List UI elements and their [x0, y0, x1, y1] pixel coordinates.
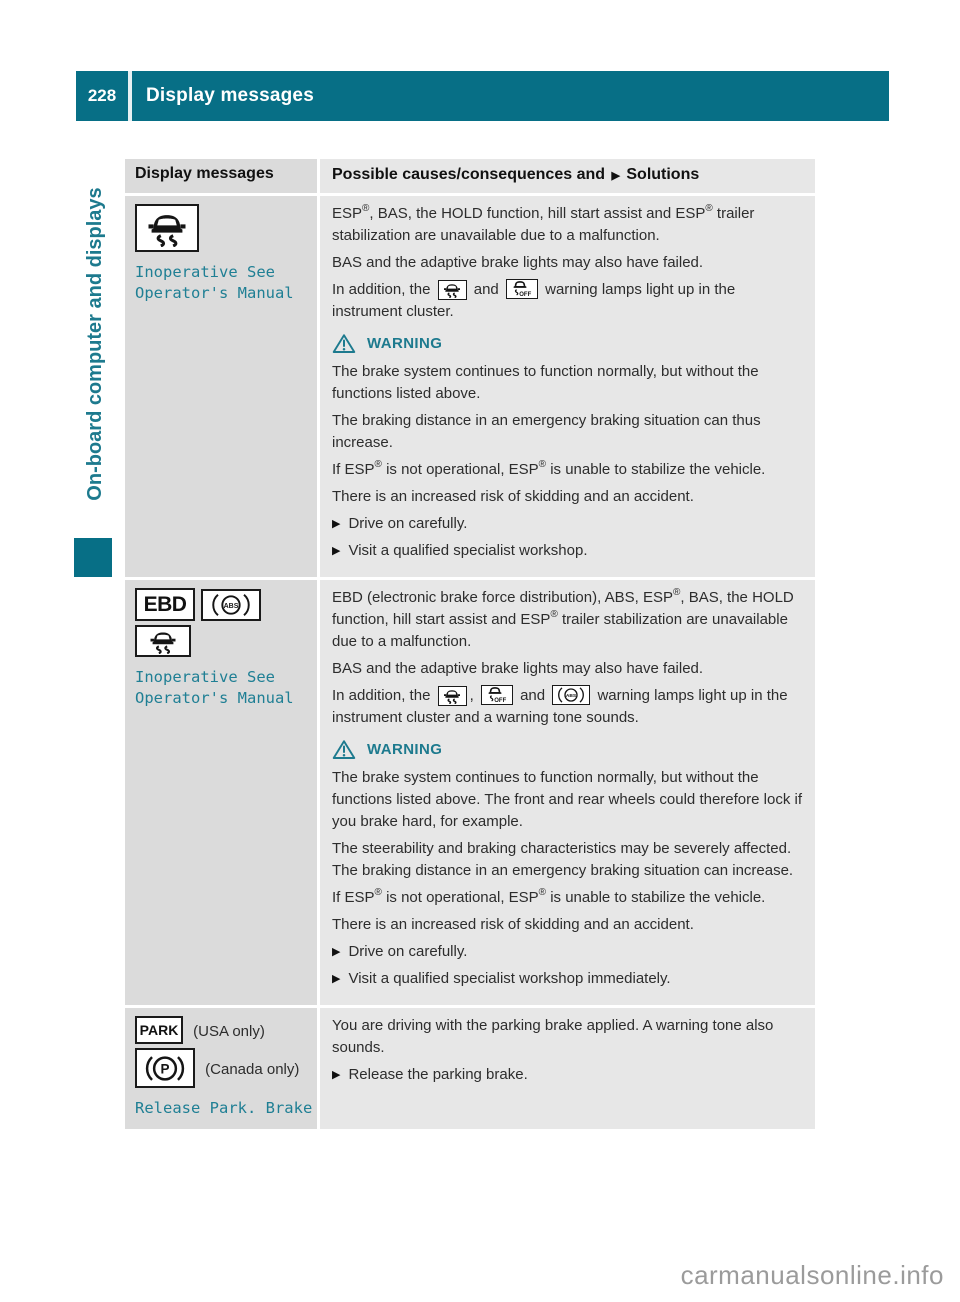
- park-warning-lamp-icon: PARK: [135, 1016, 183, 1044]
- solution-text: Visit a qualified specialist workshop immediately.: [348, 970, 671, 987]
- causes-solutions-cell: [320, 196, 815, 577]
- registered-symbol: ®: [374, 459, 382, 470]
- solution-text: Release the parking brake.: [348, 1066, 528, 1083]
- paragraph: In addition, the and OFF warning lamps light up in the instrument cluster.: [332, 281, 736, 320]
- causes-solutions-cell: [320, 580, 815, 1005]
- parking-brake-lamp-icon: [135, 1048, 195, 1088]
- warning-label: WARNING: [367, 335, 443, 352]
- solution-text: Visit a qualified specialist workshop.: [348, 542, 588, 559]
- message-lamp-icons: [135, 588, 309, 661]
- display-message-text: Inoperative See Operator's Manual: [135, 263, 294, 302]
- solution-text: Drive on carefully.: [348, 515, 468, 532]
- message-lamp-icons: [135, 204, 309, 256]
- paragraph: The brake system continues to function normally, but without the functions listed above. The front and rear wheels could therefore lock if you brake hard, for example.: [332, 769, 802, 830]
- esp-off-warning-lamp-icon: [506, 279, 538, 299]
- warning-heading: [332, 739, 805, 760]
- warning-label: WARNING: [367, 741, 443, 758]
- esp-off-warning-lamp-icon: [481, 685, 513, 705]
- warning-triangle-icon: [332, 739, 356, 760]
- esp-warning-lamp-icon: [135, 625, 191, 657]
- registered-symbol: ®: [672, 587, 681, 598]
- solution-text: Drive on carefully.: [348, 943, 468, 960]
- registered-symbol: ®: [538, 887, 547, 898]
- page-header-bar: [76, 71, 889, 121]
- paragraph: There is an increased risk of skidding and an accident.: [332, 488, 694, 505]
- paragraph: The braking distance in an emergency braking situation can thus increase.: [332, 412, 761, 451]
- solution-arrow-icon: ▶: [611, 170, 620, 182]
- solution-step: [332, 941, 805, 963]
- display-message-text: Inoperative See Operator's Manual: [135, 668, 294, 707]
- watermark: carmanualsonline.info: [680, 1260, 944, 1290]
- solution-step: [332, 1064, 805, 1086]
- paragraph: In addition, the , OFF and ABS warning lamps light up in the instrument cluster and a warning tone sounds.: [332, 687, 788, 726]
- registered-symbol: ®: [705, 203, 713, 214]
- display-messages-table: [125, 159, 815, 1129]
- page-number: 228: [76, 71, 128, 121]
- esp-warning-lamp-icon: [135, 204, 199, 252]
- paragraph: BAS and the adaptive brake lights may also have failed.: [332, 660, 704, 677]
- message-lamp-icons: PARK (USA only) P (Canada only): [135, 1016, 309, 1092]
- svg-text:ABS: ABS: [223, 602, 239, 610]
- display-message-cell: [125, 580, 317, 1005]
- abs-warning-lamp-icon: [552, 685, 590, 705]
- svg-text:OFF: OFF: [494, 697, 507, 704]
- paragraph: The steerability and braking characteristics may be severely affected. The braking distance in an emergency braking situation can increase.: [332, 840, 794, 879]
- solution-step: [332, 968, 805, 990]
- paragraph: BAS and the adaptive brake lights may also have failed.: [332, 254, 704, 271]
- solution-arrow-icon: ▶: [332, 545, 341, 557]
- abs-warning-lamp-icon: [201, 589, 261, 621]
- display-message-cell: [125, 1008, 317, 1129]
- causes-solutions-cell: [320, 1008, 815, 1129]
- svg-text:ABS: ABS: [566, 693, 577, 699]
- paragraph: If ESP® is not operational, ESP® is unable to stabilize the vehicle.: [332, 459, 766, 478]
- solution-arrow-icon: ▶: [332, 973, 341, 985]
- registered-symbol: ®: [538, 459, 547, 470]
- paragraph: There is an increased risk of skidding and an accident.: [332, 916, 694, 933]
- warning-triangle-icon: [332, 333, 356, 354]
- chapter-tab-marker: [74, 538, 112, 577]
- display-message-text: Release Park. Brake: [135, 1099, 313, 1117]
- display-message-cell: [125, 196, 317, 577]
- paragraph: The brake system continues to function normally, but without the functions listed above.: [332, 363, 759, 402]
- registered-symbol: ®: [362, 203, 370, 214]
- table-header-display-messages: Display messages: [125, 159, 317, 193]
- solution-arrow-icon: ▶: [332, 946, 341, 958]
- chapter-sidebar-label: On-board computer and displays: [84, 187, 106, 501]
- solution-arrow-icon: ▶: [332, 518, 341, 530]
- registered-symbol: ®: [550, 609, 558, 620]
- registered-symbol: ®: [374, 887, 382, 898]
- table-header-causes-solutions: Possible causes/consequences and ▶ Solutions: [320, 159, 815, 193]
- page-title: Display messages: [132, 71, 889, 121]
- esp-warning-lamp-icon: [438, 686, 467, 706]
- paragraph: You are driving with the parking brake applied. A warning tone also sounds.: [332, 1017, 774, 1056]
- solution-arrow-icon: ▶: [332, 1069, 341, 1081]
- paragraph: EBD (electronic brake force distribution), ABS, ESP®, BAS, the HOLD function, hill start assist and ESP® trailer stabilization are unavailable due to a malfunction.: [332, 587, 794, 650]
- svg-text:P: P: [160, 1061, 170, 1077]
- solution-step: [332, 513, 805, 535]
- solution-step: [332, 540, 805, 562]
- svg-text:OFF: OFF: [519, 291, 532, 298]
- warning-heading: [332, 333, 805, 354]
- ebd-warning-lamp-icon: EBD: [135, 588, 195, 621]
- paragraph: ESP®, BAS, the HOLD function, hill start assist and ESP® trailer stabilization are unavailable due to a malfunction.: [332, 203, 755, 244]
- paragraph: If ESP® is not operational, ESP® is unable to stabilize the vehicle.: [332, 887, 766, 906]
- esp-warning-lamp-icon: [438, 280, 467, 300]
